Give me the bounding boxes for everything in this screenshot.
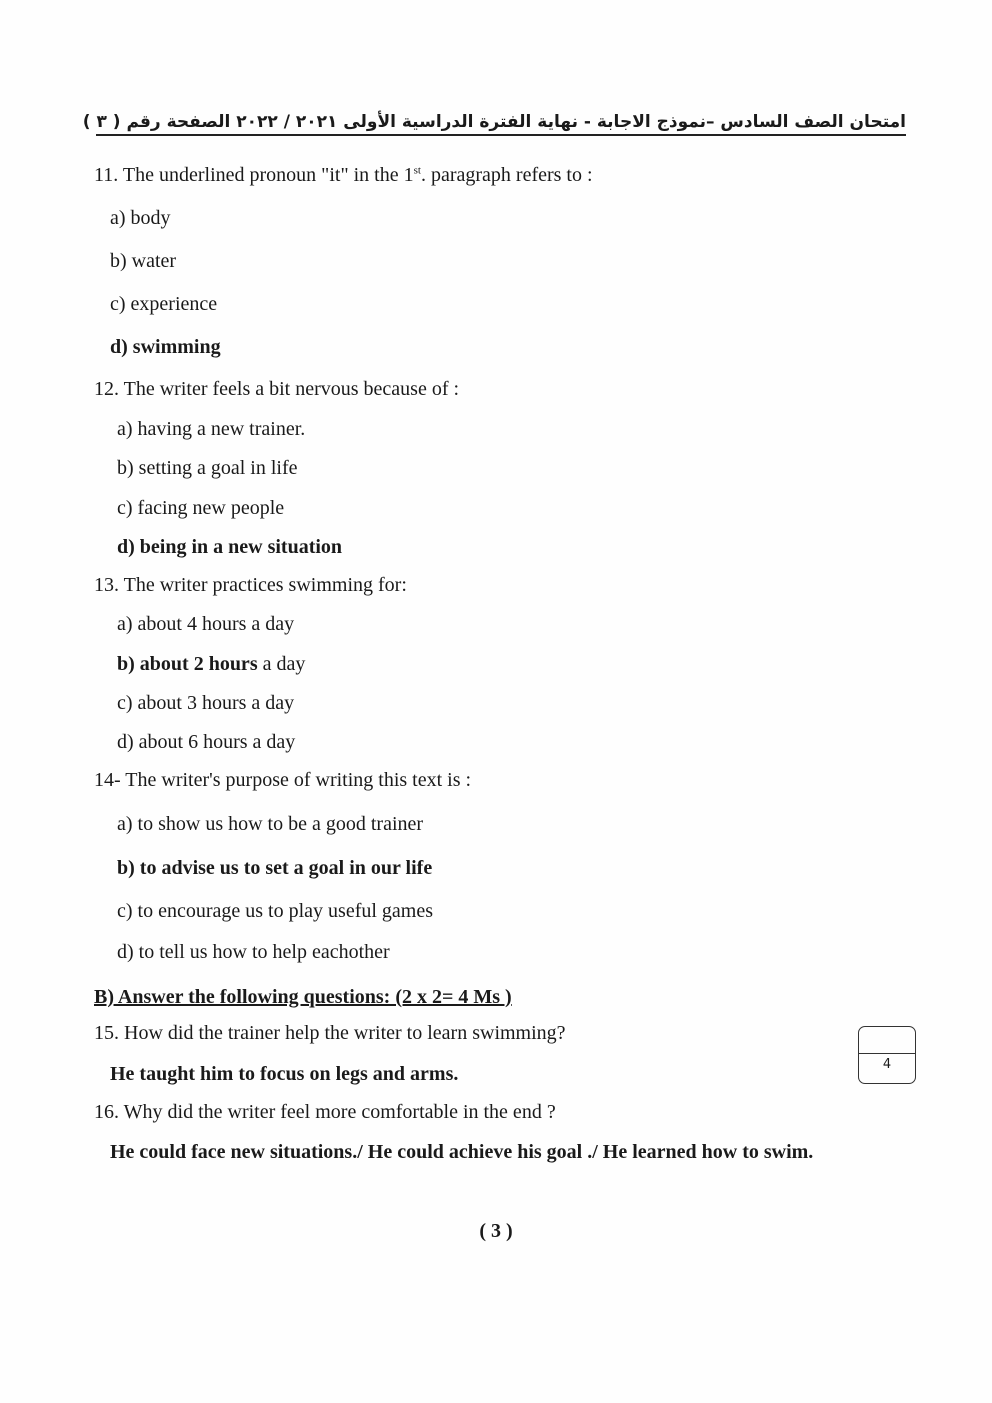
mark-box	[858, 1026, 916, 1084]
question-14-option-a: a) to show us how to be a good trainer	[117, 813, 424, 835]
question-12-option-b: b) setting a goal in life	[117, 457, 298, 479]
question-13-option-d: d) about 6 hours a day	[117, 731, 296, 753]
question-11-option-b: b) water	[110, 250, 177, 272]
question-11-stem: 11. The underlined pronoun "it" in the 1st. paragraph refers to :	[94, 164, 593, 186]
page-number: ( 3 )	[479, 1220, 513, 1242]
question-14-option-b: b) to advise us to set a goal in our life	[117, 857, 433, 879]
question-16-stem: 16. Why did the writer feel more comfortable in the end ?	[94, 1101, 556, 1123]
question-11-option-d: d) swimming	[110, 336, 221, 358]
question-12-option-d: d) being in a new situation	[117, 536, 343, 558]
question-15-answer: He taught him to focus on legs and arms.	[110, 1063, 459, 1085]
question-13-stem: 13. The writer practices swimming for:	[94, 574, 407, 596]
question-13-option-b: b) about 2 hours a day	[117, 653, 306, 675]
question-15-stem: 15. How did the trainer help the writer to learn swimming?	[94, 1022, 566, 1044]
page-header: امتحان الصف السادس –نموذج الاجابة - نهاية الفترة الدراسية الأولى ٢٠٢١ / ٢٠٢٢ الصفحة رقم ( ٣ )	[96, 112, 906, 136]
section-b-heading: B) Answer the following questions: (2 x 2= 4 Ms )	[94, 986, 512, 1008]
question-14-option-c: c) to encourage us to play useful games	[117, 900, 434, 922]
question-16-answer: He could face new situations./ He could achieve his goal ./ He learned how to swim.	[110, 1141, 814, 1163]
question-11-option-c: c) experience	[110, 293, 218, 315]
question-14-stem: 14- The writer's purpose of writing this text is :	[94, 769, 472, 791]
question-12-option-a: a) having a new trainer.	[117, 418, 306, 440]
question-11-option-a: a) body	[110, 207, 171, 229]
mark-box-value: 4	[882, 1057, 892, 1072]
question-14-option-d: d) to tell us how to help eachother	[117, 941, 390, 963]
question-12-stem: 12. The writer feels a bit nervous because of :	[94, 378, 460, 400]
question-13-option-c: c) about 3 hours a day	[117, 692, 295, 714]
question-12-option-c: c) facing new people	[117, 497, 285, 519]
mark-box-divider	[859, 1053, 915, 1054]
question-13-option-a: a) about 4 hours a day	[117, 613, 295, 635]
